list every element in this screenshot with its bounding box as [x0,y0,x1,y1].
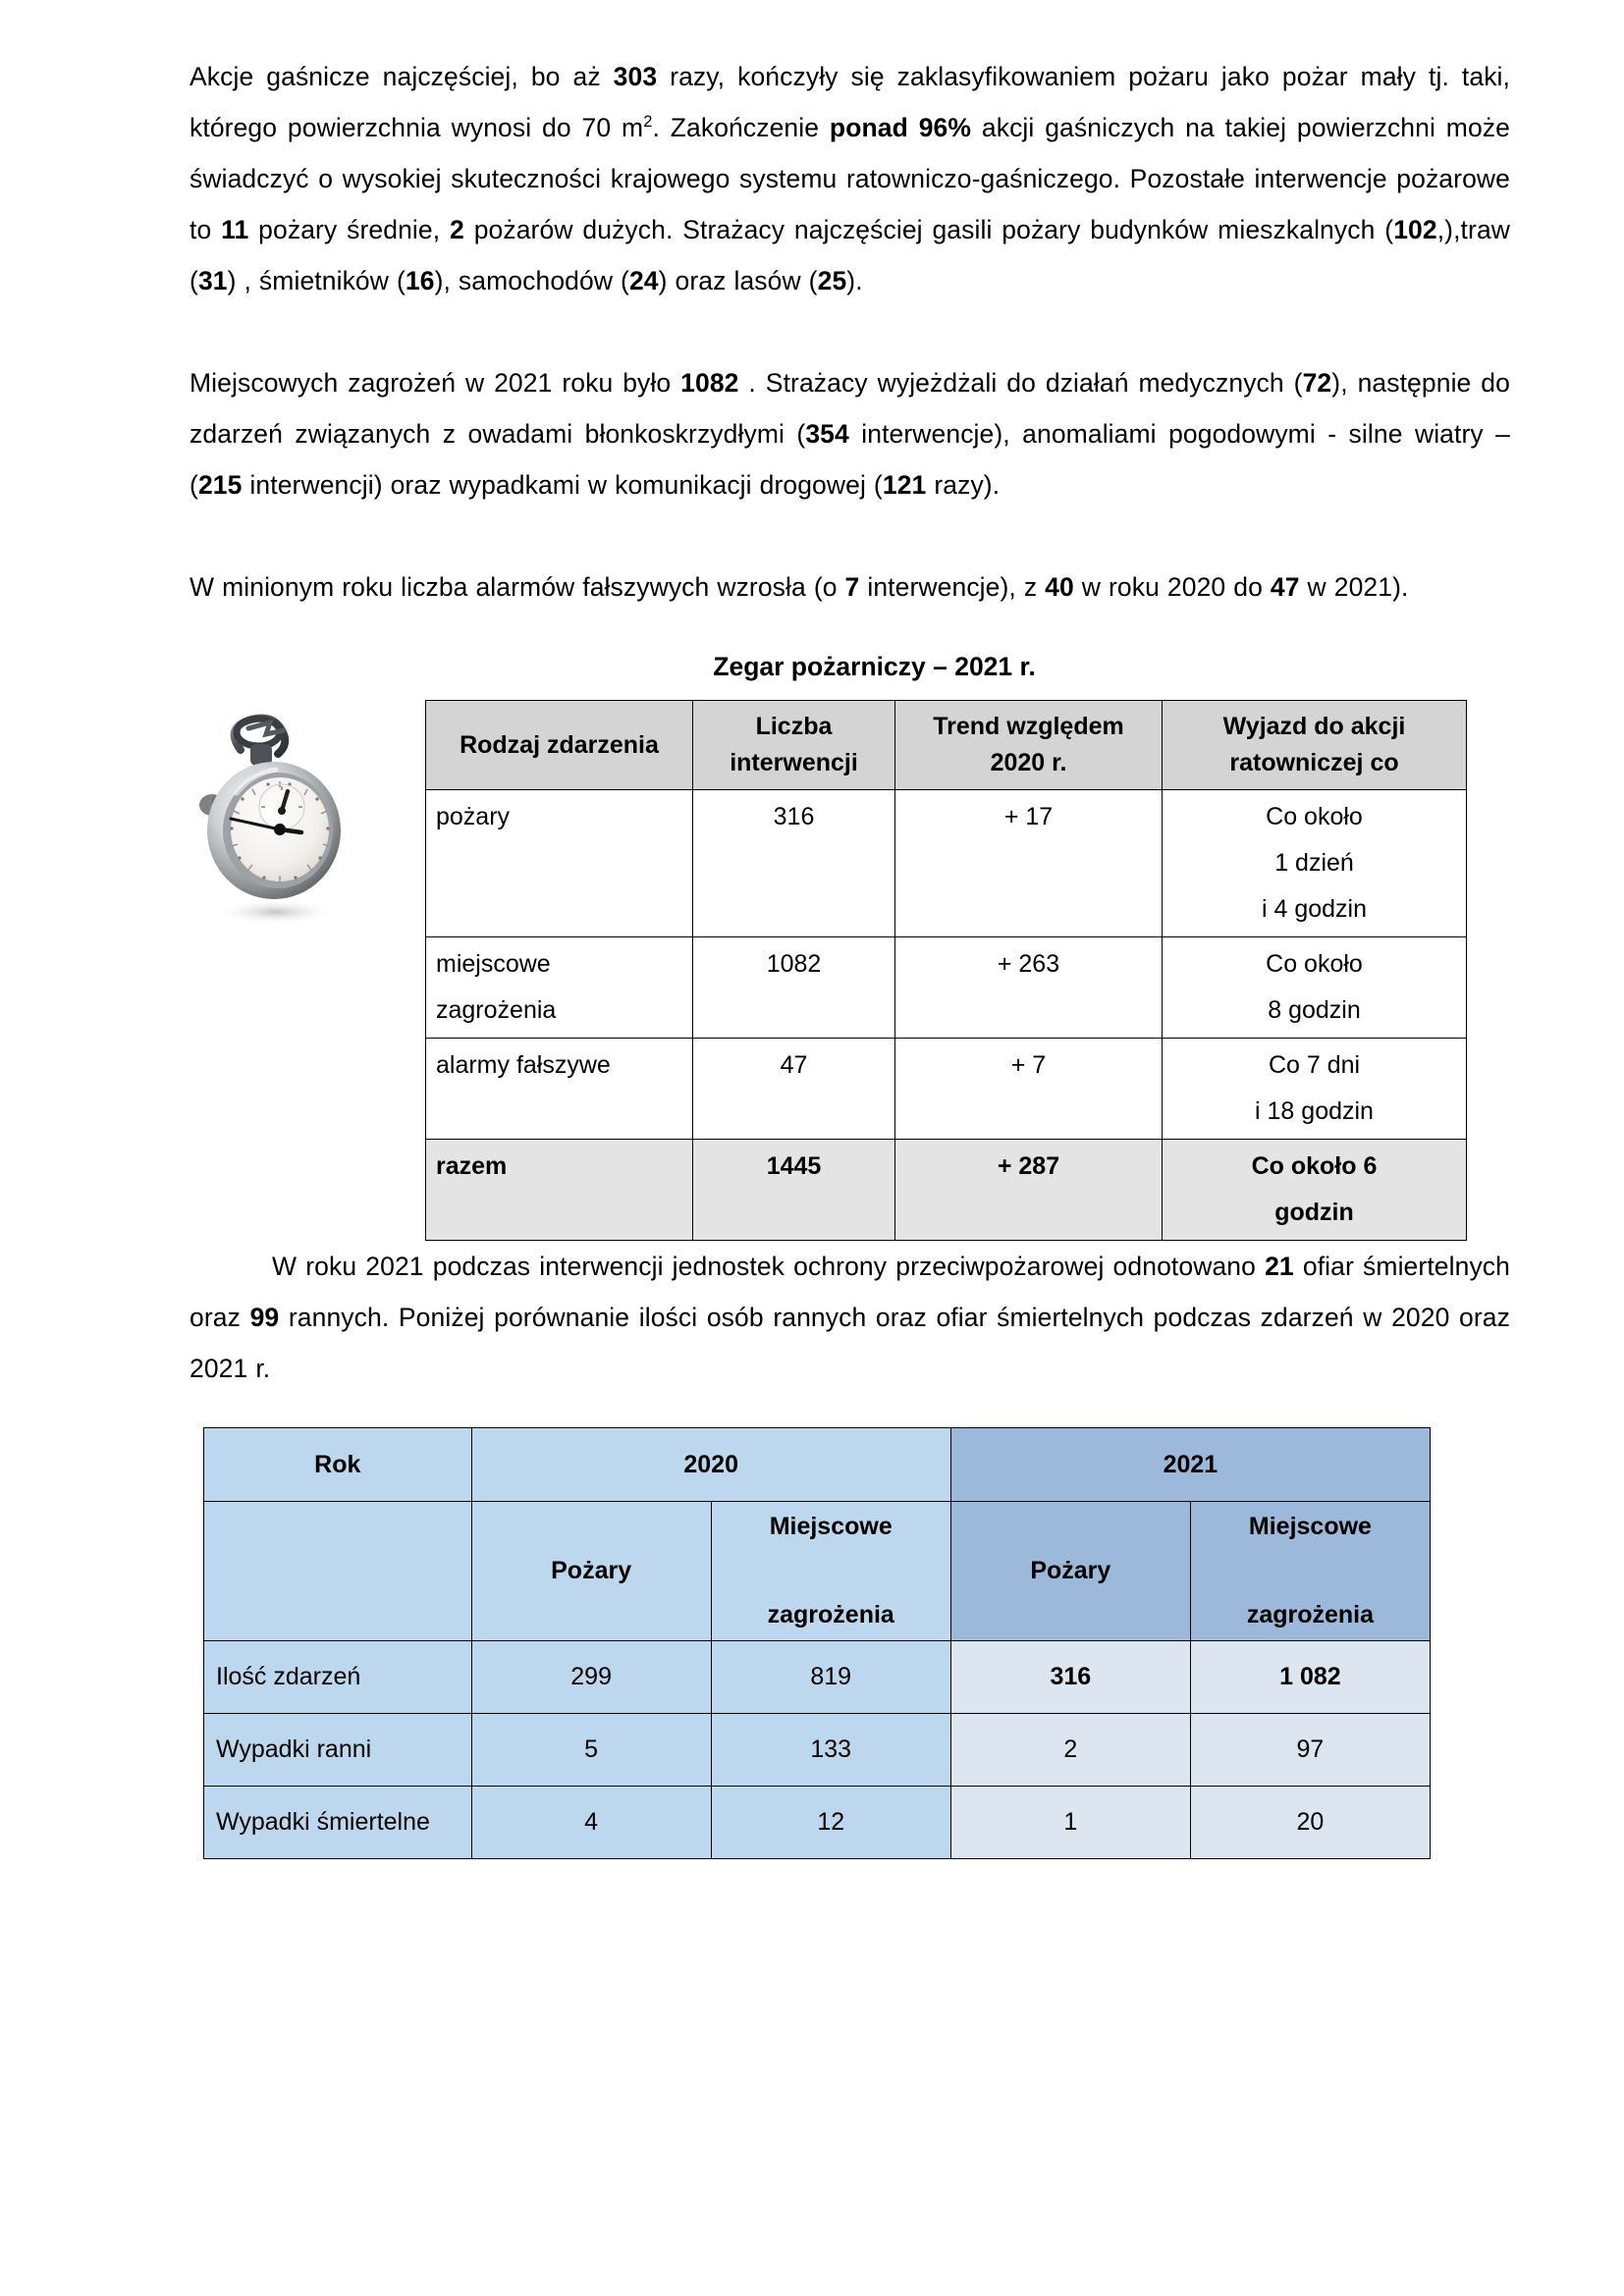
table2-subheader-row [204,1502,1431,1641]
table1-cell-trend: + 287 [895,1140,1163,1241]
table2-cell-2020-local: 133 [711,1714,950,1787]
table-row [426,937,1467,1039]
table2-row-label: Wypadki ranni [204,1714,472,1787]
table2-year-2020: 2020 [471,1428,950,1502]
table2-row-label: Ilość zdarzeń [204,1641,472,1714]
fire-clock-block [189,652,1510,1241]
table1-cell-kind: miejscowe zagrożenia [426,937,693,1039]
table-row [204,1787,1431,1859]
table-row [426,1039,1467,1140]
paragraph-false-alarms: W minionym roku liczba alarmów fałszywych wzrosła (o 7 interwencje), z 40 w roku 2020 do 47 w 2021). [189,572,1409,602]
table1-total-row [426,1140,1467,1241]
table2-cell-2021-fires: 316 [950,1641,1190,1714]
stopwatch-photo [180,709,366,934]
table1-header-frequency: Wyjazd do akcji ratowniczej co [1163,701,1467,790]
table1-cell-trend: + 7 [895,1039,1163,1140]
table2-cell-2020-fires: 4 [471,1787,711,1859]
paragraph-fire-actions: Akcje gaśnicze najczęściej, bo aż 303 razy, kończyły się zaklasyfikowaniem pożaru jako pożar mały tj. taki, którego powierzchnia wynosi do 70 $m^2$. Zakończenie ponad 96% akcji gaśniczych na takiej powierzchni może świadczyć o wysokiej skuteczności krajowego systemu ratowniczo-gaśniczego. Pozostałe interwencje pożarowe to 11 pożary średnie, 2 pożarów dużych. Strażacy najczęściej gasili pożary budynków mieszkalnych (102,),traw (31) , śmietników (16), samochodów (24) oraz lasów (25). [189,62,1511,295]
table1-header-row [426,701,1467,790]
table2-cell-2021-fires: 2 [950,1714,1190,1787]
fire-clock-table [425,700,1467,1241]
table-row [426,790,1467,937]
table1-title: Zegar pożarniczy – 2021 r. [713,652,1036,681]
table2-subheader-2021-local: Miejscowe zagrożenia [1190,1502,1430,1641]
table1-cell-frequency: Co około 8 godzin [1163,937,1467,1039]
table1-cell-kind: pożary [426,790,693,937]
table1-cell-count: 1445 [693,1140,895,1241]
victims-comparison-table [203,1427,1431,1859]
table2-cell-2020-local: 819 [711,1641,950,1714]
table2-year-2021: 2021 [950,1428,1430,1502]
paragraph-local-threats: Miejscowych zagrożeń w 2021 roku było 1082 . Strażacy wyjeżdżali do działań medycznych (72), następnie do zdarzeń związanych z owadami błonkoskrzydłymi (354 interwencje), anomaliami pogodowymi - silne wiatry – (215 interwencji) oraz wypadkami w komunikacji drogowej (121 razy). [189,368,1510,500]
table1-cell-trend: + 263 [895,937,1163,1039]
table1-cell-count: 47 [693,1039,895,1140]
paragraph-victims: W roku 2021 podczas interwencji jednostek ochrony przeciwpożarowej odnotowano 21 ofiar śmiertelnych oraz 99 rannych. Poniżej porównanie ilości osób rannych oraz ofiar śmiertelnych podczas zdarzeń w 2020 oraz 2021 r. [189,1252,1510,1383]
table2-subheader-2020-local: Miejscowe zagrożenia [711,1502,950,1641]
table2-subheader-2021-fires: Pożary [950,1502,1190,1641]
table1-cell-frequency: Co około 1 dzień i 4 godzin [1163,790,1467,937]
table2-cell-2020-fires: 299 [471,1641,711,1714]
table2-cell-2021-local: 1 082 [1190,1641,1430,1714]
table2-cell-2020-fires: 5 [471,1714,711,1787]
table1-cell-count: 1082 [693,937,895,1039]
table1-header-count: Liczba interwencji [693,701,895,790]
table-row [204,1641,1431,1714]
table1-cell-trend: + 17 [895,790,1163,937]
table1-cell-frequency: Co około 6 godzin [1163,1140,1467,1241]
table2-cell-2021-local: 20 [1190,1787,1430,1859]
table2-subheader-2020-fires: Pożary [471,1502,711,1641]
table2-row-label: Wypadki śmiertelne [204,1787,472,1859]
table1-cell-frequency: Co 7 dni i 18 godzin [1163,1039,1467,1140]
table1-header-trend: Trend względem 2020 r. [895,701,1163,790]
table1-cell-kind: razem [426,1140,693,1241]
table2-cell-2021-fires: 1 [950,1787,1190,1859]
table1-header-kind: Rodzaj zdarzenia [426,701,693,790]
table2-cell-2021-local: 97 [1190,1714,1430,1787]
table2-corner-label: Rok [204,1428,472,1502]
table-row [204,1714,1431,1787]
table2-subheader-blank [204,1502,472,1641]
table2-year-header-row [204,1428,1431,1502]
table1-cell-kind: alarmy fałszywe [426,1039,693,1140]
table2-cell-2020-local: 12 [711,1787,950,1859]
table1-cell-count: 316 [693,790,895,937]
